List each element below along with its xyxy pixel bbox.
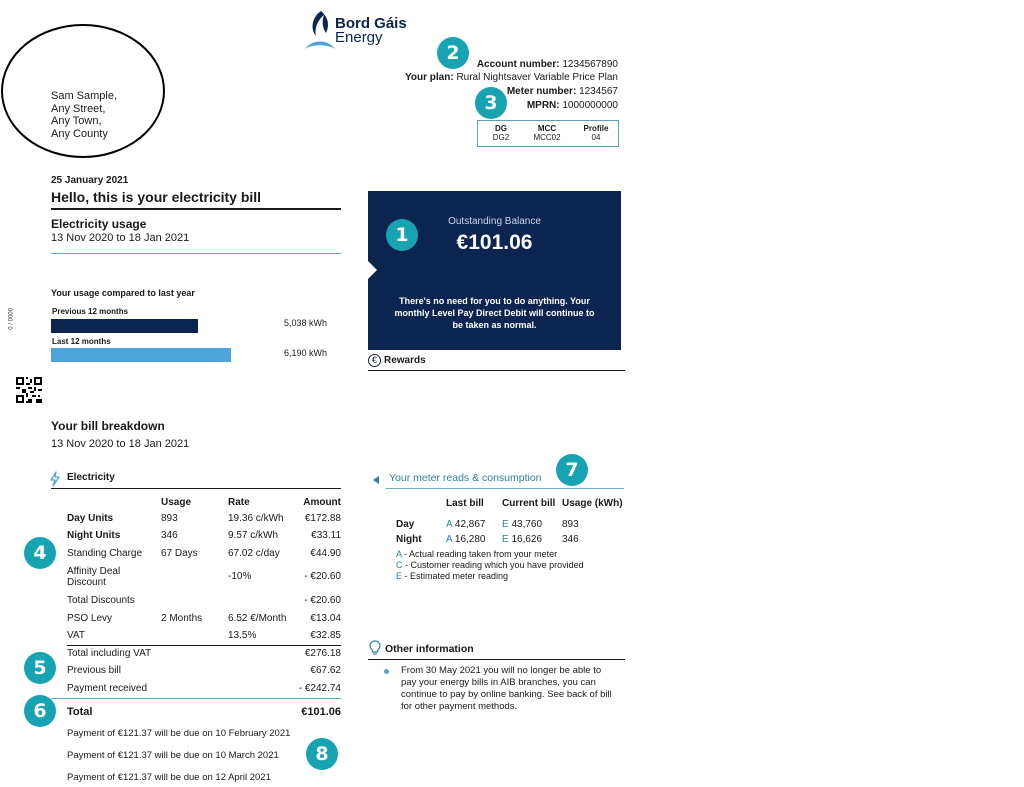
bar-last-12-months (51, 348, 231, 362)
meter-header-usage: Usage (kWh) (562, 498, 623, 509)
address-block (51, 90, 117, 140)
account-number-label: Account number: (476, 59, 560, 70)
callout-badge-1: 1 (386, 219, 418, 251)
lightbulb-icon (369, 640, 381, 656)
payment-schedule-item: Payment of €121.37 will be due on 10 March 2021 (67, 750, 279, 761)
meter-row-label: Night (396, 534, 422, 545)
legend-code: C (396, 560, 403, 570)
other-info-line: for other payment methods. (401, 701, 518, 712)
legend-code: E (396, 571, 403, 581)
row-amount: €33.11 (311, 530, 341, 541)
row-rate: 67.02 c/day (228, 548, 280, 559)
callout-badge-2: 2 (437, 37, 469, 69)
plan (405, 72, 618, 83)
usage-title: Electricity usage (51, 217, 147, 231)
usage-divider (51, 253, 341, 254)
read-code: E (502, 534, 509, 545)
address-line: Any County (51, 127, 108, 140)
legend-text: - Estimated meter reading (402, 571, 509, 581)
legend-item (396, 560, 584, 570)
row-usage: 67 Days (161, 548, 198, 559)
other-info-divider (368, 659, 625, 660)
mprn-label: MPRN: (526, 100, 560, 111)
dg-value: DG2 (492, 133, 510, 142)
meter-last (446, 534, 486, 545)
rewards-icon: € (368, 354, 381, 367)
row-usage: 893 (161, 513, 178, 524)
row-rate: -10% (228, 571, 252, 582)
triangle-left-icon (372, 475, 380, 485)
mcc-header: MCC (537, 124, 557, 133)
total-label: Total (67, 706, 93, 718)
bar-previous-12-months (51, 319, 198, 333)
callout-badge-4: 4 (24, 537, 56, 569)
dg-table (477, 120, 619, 147)
read-value: 43,760 (511, 519, 543, 530)
other-info-line: pay your energy bills in AIB branches, you can (401, 677, 596, 688)
address-line: Any Town, (51, 115, 102, 127)
page-title: Hello, this is your electricity bill (51, 189, 262, 205)
account-number (477, 59, 618, 70)
callout-badge-8: 8 (306, 738, 338, 770)
card-notch (368, 261, 377, 279)
legend-code: A (396, 549, 402, 559)
meter-number-label: Meter number: (506, 86, 577, 97)
lightning-icon (49, 471, 61, 487)
subtotal-divider (67, 645, 341, 646)
row-label: Standing Charge (67, 548, 143, 559)
outstanding-balance-card (368, 191, 621, 350)
col-header-usage: Usage (161, 497, 192, 508)
meter-header-last: Last bill (446, 498, 484, 509)
legend-item (396, 549, 557, 559)
callout-badge-3: 3 (475, 87, 507, 119)
flame-logo-icon (302, 9, 338, 53)
col-header-amount: Amount (303, 497, 341, 508)
meter-usage: 893 (562, 519, 579, 530)
meter-number (507, 86, 618, 97)
legend-item (396, 571, 508, 581)
title-divider (51, 208, 341, 210)
rewards-divider (368, 370, 625, 371)
profile-value: 04 (591, 133, 601, 142)
row-amount: - €20.60 (304, 571, 341, 582)
meter-current (502, 534, 542, 545)
meter-reads-divider (386, 488, 624, 489)
row-amount: €276.18 (304, 648, 341, 659)
section-divider (51, 488, 341, 489)
profile-header: Profile (583, 124, 609, 133)
other-info-title: Other information (385, 643, 474, 655)
bullet-icon (384, 669, 389, 674)
callout-badge-7: 7 (556, 454, 588, 486)
bar-value-previous: 5,038 kWh (284, 318, 328, 328)
read-code: A (446, 534, 453, 545)
section-electricity: Electricity (67, 472, 115, 483)
meter-last (446, 519, 486, 530)
other-info-text (401, 665, 612, 713)
other-info-line: continue to pay by online banking. See back of bill (401, 689, 612, 700)
account-number-value: 1234567890 (562, 59, 618, 70)
row-label: Day Units (67, 513, 114, 524)
row-label: Total including VAT (67, 648, 152, 659)
breakdown-title: Your bill breakdown (51, 419, 165, 433)
row-amount: €32.85 (310, 630, 341, 641)
row-usage: 2 Months (161, 613, 203, 624)
total-divider (51, 698, 341, 699)
col-header-rate: Rate (228, 497, 250, 508)
bar-value-last: 6,190 kWh (284, 348, 328, 358)
row-rate: 13.5% (228, 630, 257, 641)
meter-header-current: Current bill (502, 498, 556, 509)
plan-value: Rural Nightsaver Variable Price Plan (456, 72, 618, 83)
row-label: Affinity Deal (67, 566, 121, 577)
balance-amount: €101.06 (456, 231, 533, 254)
rewards-label[interactable]: Rewards (384, 355, 426, 366)
read-value: 16,626 (511, 534, 543, 545)
row-label-cont: Discount (67, 577, 106, 588)
callout-badge-5: 5 (24, 652, 56, 684)
mcc-value: MCC02 (533, 133, 561, 142)
read-value: 16,280 (454, 534, 486, 545)
row-amount: €44.90 (310, 548, 341, 559)
address-line: Any Street, (51, 102, 106, 115)
payment-schedule-item: Payment of €121.37 will be due on 12 April 2021 (67, 772, 271, 783)
row-amount: - €242.74 (298, 683, 341, 694)
dg-header: DG (495, 124, 507, 133)
plan-label: Your plan: (404, 72, 454, 83)
legend-text: - Customer reading which you have provided (402, 560, 584, 570)
row-label: Night Units (67, 530, 121, 541)
meter-current (502, 519, 542, 530)
logo-line1: Bord Gáis (335, 15, 407, 32)
row-label: Payment received (67, 683, 148, 694)
usage-period: 13 Nov 2020 to 18 Jan 2021 (51, 232, 190, 244)
row-label: Previous bill (67, 665, 121, 676)
breakdown-period: 13 Nov 2020 to 18 Jan 2021 (51, 438, 190, 450)
comparison-title: Your usage compared to last year (51, 288, 195, 298)
payment-schedule-item: Payment of €121.37 will be due on 10 February 2021 (67, 728, 291, 739)
balance-note: There's no need for you to do anything. Your monthly Level Pay Direct Debit will continue to be taken as normal. (394, 296, 595, 330)
brand-logo (302, 9, 412, 53)
meter-row-label: Day (396, 519, 415, 530)
mprn (527, 100, 618, 111)
side-code: 0000 / 0 (6, 308, 12, 330)
read-code: A (446, 519, 453, 530)
row-rate: 9.57 c/kWh (228, 530, 279, 541)
row-rate: 6.52 €/Month (228, 613, 287, 624)
balance-label: Outstanding Balance (448, 216, 541, 227)
total-amount: €101.06 (301, 706, 341, 718)
row-amount: €13.04 (310, 613, 341, 624)
qr-code-icon (16, 377, 42, 403)
row-amount: €67.62 (310, 665, 341, 676)
bar-label-previous: Previous 12 months (52, 307, 129, 316)
row-rate: 19.36 c/kWh (228, 513, 284, 524)
read-value: 42,867 (454, 519, 486, 530)
legend-text: - Actual reading taken from your meter (401, 549, 558, 559)
row-usage: 346 (161, 530, 178, 541)
bar-label-last: Last 12 months (52, 337, 111, 346)
address-line: Sam Sample, (51, 90, 118, 102)
row-label: Total Discounts (67, 595, 135, 606)
bill-date: 25 January 2021 (51, 175, 129, 186)
meter-number-value: 1234567 (579, 86, 618, 97)
row-label: PSO Levy (67, 613, 113, 624)
read-code: E (502, 519, 509, 530)
callout-badge-6: 6 (24, 695, 56, 727)
meter-usage: 346 (562, 534, 579, 545)
row-amount: €172.88 (304, 513, 341, 524)
other-info-line: From 30 May 2021 you will no longer be able to (401, 665, 602, 676)
mprn-value: 1000000000 (562, 100, 618, 111)
logo-line2: Energy (335, 29, 383, 46)
meter-reads-title: Your meter reads & consumption (389, 472, 542, 484)
row-amount: - €20.60 (304, 595, 341, 606)
row-label: VAT (67, 630, 85, 641)
